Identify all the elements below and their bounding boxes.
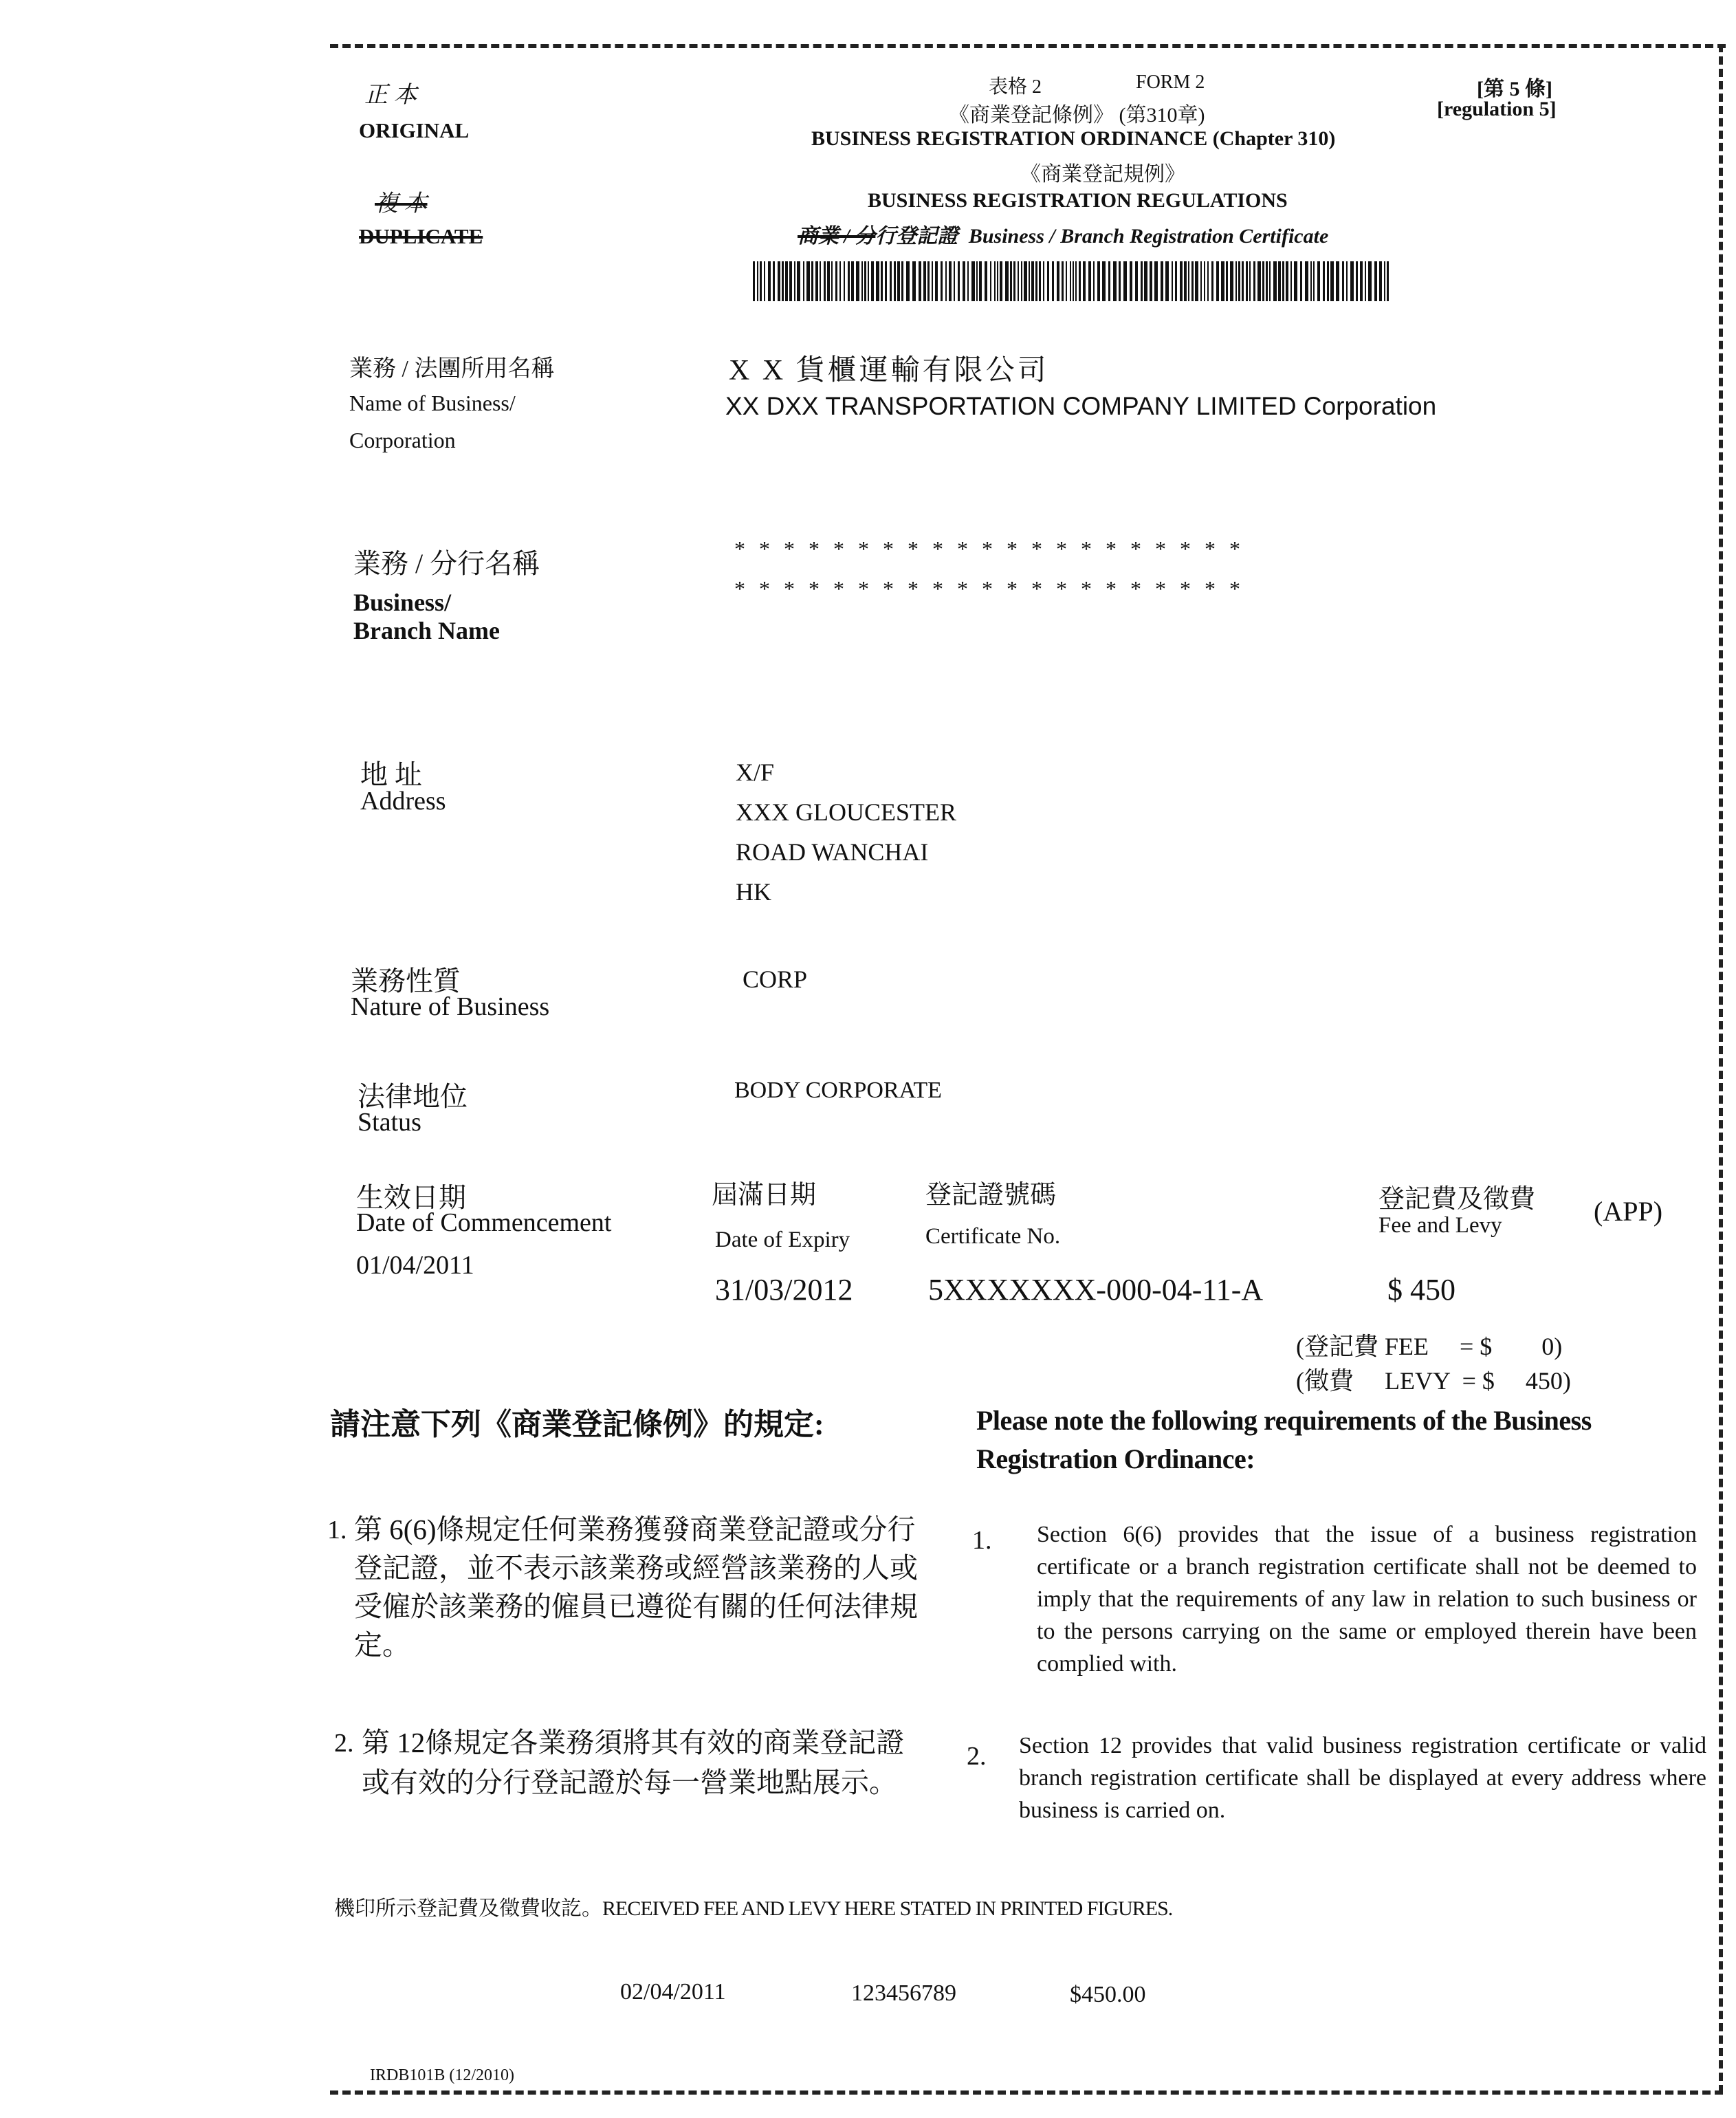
fee-label-en: Fee and Levy <box>1378 1213 1502 1238</box>
certificate-en: Business / Branch Registration Certificate <box>968 225 1329 248</box>
expiry-value: 31/03/2012 <box>715 1273 853 1307</box>
note1-en-number: 1. <box>972 1526 992 1555</box>
address-line-2: XXX GLOUCESTER <box>736 798 956 826</box>
certificate-zh-struck: 商業 / 分 <box>798 225 876 248</box>
note2-en: Section 12 provides that valid business registration certificate or valid branch registration certificate shall be displayed at every address where business is carried on. <box>1019 1733 1706 1823</box>
note1-en: Section 6(6) provides that the issue of a business registration certificate or a branch registration certificate shall not be deemed to imply that the requirements of any law in relation to such business or to the persons carrying on the same or employed therein have been complied with. <box>1037 1522 1697 1677</box>
form-code: IRDB101B (12/2010) <box>370 2066 514 2084</box>
fee-breakdown-levy: (徵費 LEVY = $ 450) <box>1296 1367 1571 1395</box>
status-label-en: Status <box>358 1108 421 1137</box>
barcode <box>753 261 1389 301</box>
address-line-1: X/F <box>736 758 775 786</box>
regulation-en: [regulation 5] <box>1437 98 1557 120</box>
receipt-date: 02/04/2011 <box>620 1979 726 2005</box>
receipt-amount: $450.00 <box>1070 1982 1146 2007</box>
expiry-label-en: Date of Expiry <box>715 1227 850 1252</box>
note1-zh: 第 6(6)條規定任何業務獲發商業登記證或分行登記證，並不表示該業務或經營該業務的人或受僱於該業務的僱員已遵從有關的任何法律規定。 <box>354 1514 918 1661</box>
fee-app: (APP) <box>1594 1196 1663 1227</box>
note2-en-number: 2. <box>967 1742 987 1771</box>
original-zh: 正 本 <box>364 83 417 108</box>
original-en: ORIGINAL <box>359 118 470 142</box>
note2-zh-number: 2. <box>334 1729 354 1758</box>
business-name-zh: X X 貨櫃運輸有限公司 <box>729 355 1049 386</box>
expiry-label-zh: 屆滿日期 <box>712 1181 817 1210</box>
receipt-text <box>334 1891 1172 1921</box>
branch-value-1: * * * * * * * * * * * * * * * * * * * * * <box>734 536 1244 561</box>
receipt-number: 123456789 <box>851 1980 956 2006</box>
regulations-zh: 《商業登記規例》 <box>1020 163 1185 186</box>
commencement-label-zh: 生效日期 <box>356 1182 466 1213</box>
address-line-4: HK <box>736 878 771 906</box>
duplicate-en: DUPLICATE <box>359 224 483 248</box>
receipt-text-en: RECEIVED FEE AND LEVY HERE STATED IN PRINTED FIGURES. <box>602 1897 1173 1920</box>
address-line-3: ROAD WANCHAI <box>736 838 929 866</box>
dashed-border-bottom <box>330 2090 1723 2095</box>
branch-label-zh: 業務 / 分行名稱 <box>353 548 540 579</box>
dashed-border-right <box>1719 44 1723 2093</box>
address-label-en: Address <box>360 787 446 816</box>
cert-no-label-zh: 登記證號碼 <box>925 1181 1057 1210</box>
receipt-text-zh: 機印所示登記費及徵費收訖。 <box>334 1897 602 1920</box>
form-zh: 表格 2 <box>989 76 1042 98</box>
regulation-zh: [第 5 條] <box>1477 78 1552 100</box>
certificate-zh: 行登記證 <box>875 225 958 248</box>
status-value: BODY CORPORATE <box>734 1078 942 1103</box>
note2-zh: 第 12條規定各業務須將其有效的商業登記證或有效的分行登記證於每一營業地點展示。 <box>362 1727 905 1798</box>
fee-value: $ 450 <box>1387 1273 1455 1307</box>
notes-heading-zh: 請注意下列《商業登記條例》的規定: <box>330 1408 824 1441</box>
form-en: FORM 2 <box>1136 72 1205 93</box>
nature-label-en: Nature of Business <box>351 992 550 1021</box>
commencement-label-en: Date of Commencement <box>356 1208 612 1237</box>
branch-value-2: * * * * * * * * * * * * * * * * * * * * * <box>734 576 1244 601</box>
dashed-border-top <box>330 44 1726 48</box>
address-label-zh: 地 址 <box>360 759 422 790</box>
nature-label-zh: 業務性質 <box>351 965 461 996</box>
cert-no-value: 5XXXXXXX-000-04-11-A <box>928 1273 1264 1307</box>
regulations-en: BUSINESS REGISTRATION REGULATIONS <box>868 189 1288 212</box>
business-name-label-en1: Name of Business/ <box>349 391 516 415</box>
business-name-label-en2: Corporation <box>349 428 456 452</box>
nature-value: CORP <box>743 965 808 993</box>
fee-breakdown-fee: (登記費 FEE = $ 0) <box>1296 1333 1563 1360</box>
note1-zh-number: 1. <box>327 1516 347 1544</box>
business-name-label-zh: 業務 / 法團所用名稱 <box>349 356 555 382</box>
fee-label-zh: 登記費及徵費 <box>1378 1185 1536 1214</box>
branch-label-en1: Business/ <box>353 589 452 616</box>
notes-heading-en: Please note the following requirements of the Business Registration Ordinance: <box>976 1405 1592 1474</box>
certificate-title <box>798 219 1328 249</box>
cert-no-label-en: Certificate No. <box>925 1224 1061 1249</box>
status-label-zh: 法律地位 <box>358 1081 468 1112</box>
branch-label-en2: Branch Name <box>353 617 500 644</box>
business-name-en: XX DXX TRANSPORTATION COMPANY LIMITED Corporation <box>725 392 1437 420</box>
commencement-value: 01/04/2011 <box>356 1251 474 1280</box>
ordinance-zh: 《商業登記條例》 (第310章) <box>949 104 1205 127</box>
duplicate-zh: 複 本 <box>375 191 428 217</box>
ordinance-en: BUSINESS REGISTRATION ORDINANCE (Chapter 310) <box>811 127 1336 150</box>
